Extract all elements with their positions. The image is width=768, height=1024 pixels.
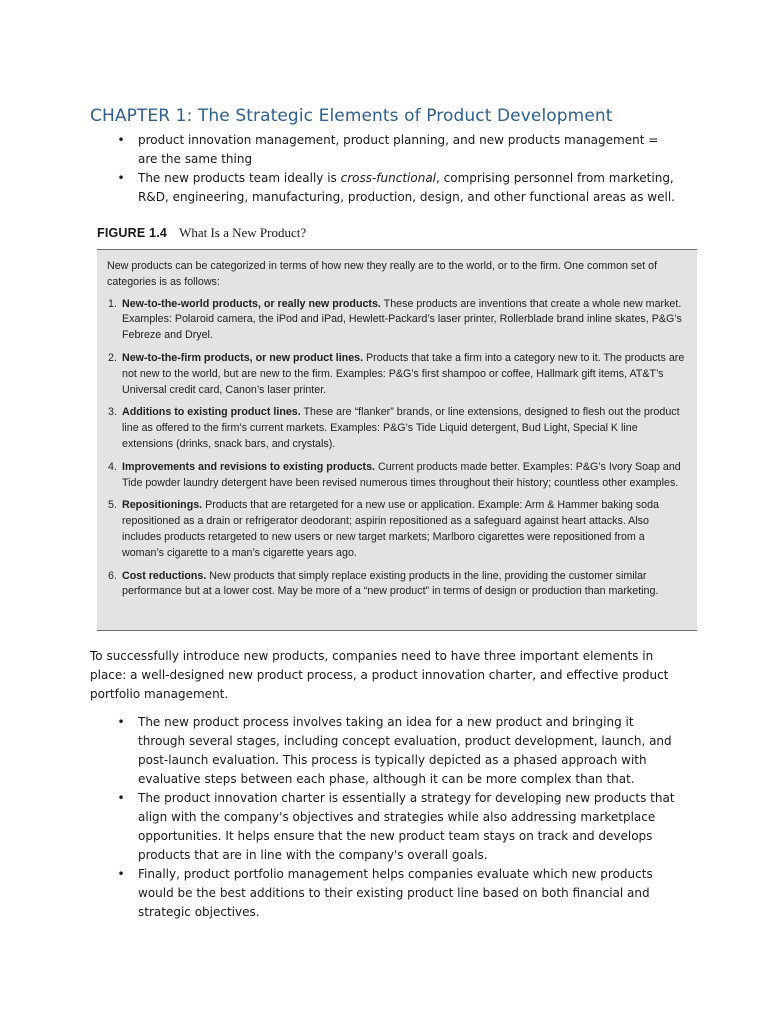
bullet-text-post: , comprising personnel from marketing, R&D, engineering, manufacturing, production, design, and other functional areas as well. <box>138 171 675 204</box>
figure-item-number: 1. <box>108 297 117 310</box>
bullet-text: product innovation management, product planning, and new products management = are the same thing <box>138 133 659 166</box>
figure-item-text: New products that simply replace existing products in the line, providing the customer similar performance but at a lower cost. May be more of a “new product” in terms of design or production than marketing. <box>122 569 659 598</box>
bullet-glyph: • <box>117 715 125 729</box>
bullet-item <box>115 713 675 789</box>
bullet-item <box>115 131 675 169</box>
figure-item-heading: New-to-the-firm products, or new product lines. <box>122 351 364 364</box>
chapter-title: CHAPTER 1: The Strategic Elements of Product Development <box>90 106 613 126</box>
body-paragraph: To successfully introduce new products, companies need to have three important elements in place: a well-designed new product process, a product innovation charter, and effective product portfolio management. <box>90 649 669 701</box>
figure-item-heading: Cost reductions. <box>122 569 207 582</box>
bullet-item <box>115 169 675 207</box>
figure-item-heading: Repositionings. <box>122 499 203 512</box>
bullet-glyph: • <box>117 133 125 147</box>
figure-item-heading: Additions to existing product lines. <box>122 406 301 419</box>
figure-item-number: 3. <box>108 406 117 419</box>
bullet-glyph: • <box>117 171 125 185</box>
top-bullet-list <box>115 131 675 207</box>
bullet-text-italic: cross-functional <box>340 171 437 185</box>
bullet-glyph: • <box>117 867 125 881</box>
figure-intro: New products can be categorized in terms of how new they really are to the world, or to the firm. One common set of categories is as follows: <box>107 260 658 288</box>
bullet-item <box>115 789 675 865</box>
bullet-text-pre: The new products team ideally is <box>138 171 341 185</box>
figure-item-number: 2. <box>108 351 117 364</box>
figure-item-number: 4. <box>108 460 117 473</box>
bullet-glyph: • <box>117 791 125 805</box>
figure-title: What Is a New Product? <box>179 225 307 240</box>
figure-item <box>107 460 687 492</box>
figure-item <box>107 297 687 344</box>
figure-box <box>97 249 697 631</box>
figure-item-heading: New-to-the-world products, or really new products. <box>122 297 381 310</box>
bullet-text: Finally, product portfolio management helps companies evaluate which new products would be the best additions to their existing product line based on both financial and strategic objectives. <box>138 867 653 919</box>
figure-item-heading: Improvements and revisions to existing products. <box>122 460 375 473</box>
figure-item-text: These are “flanker” brands, or line extensions, designed to flesh out the product line as offered to the firm’s current markets. Examples: P&G’s Tide Liquid detergent, Bud Light, Special K line extensions (drinks, snack bars, and crystals). <box>122 406 680 450</box>
figure-label: FIGURE 1.4 <box>97 226 168 240</box>
bullet-text: The new product process involves taking an idea for a new product and bringing it through several stages, including concept evaluation, product development, launch, and post-launch evaluation. This process is typically depicted as a phased approach with evaluative steps between each phase, although it can be more complex than that. <box>138 715 672 786</box>
bottom-bullet-list <box>115 713 675 922</box>
figure-item-text: Products that are retargeted for a new use or application. Example: Arm & Hammer baking soda repositioned as a drain or refrigerator deodorant; aspirin repositioned as a safeguard against heart attacks. Also includes products retargeted to new users or new target markets; Marlboro cigarettes were repositioned from a woman’s cigarette to a man’s cigarette years ago. <box>122 499 659 559</box>
bullet-item <box>115 865 675 922</box>
figure-item-number: 6. <box>108 569 117 582</box>
figure-item-text: Current products made better. Examples: P&G’s Ivory Soap and Tide powder laundry detergent have been revised numerous times throughout their history; countless other examples. <box>122 460 681 489</box>
figure-caption <box>97 224 677 242</box>
figure-item <box>107 498 687 561</box>
figure-item-number: 5. <box>108 499 117 512</box>
figure-item <box>107 351 687 398</box>
figure-item <box>107 405 687 452</box>
figure-item <box>107 569 687 601</box>
bullet-text: The product innovation charter is essentially a strategy for developing new products that align with the company's objectives and strategies while also addressing marketplace opportunities. It helps ensure that the new product team stays on track and develops products that are in line with the company's overall goals. <box>138 791 675 862</box>
figure-item-text: Products that take a firm into a category new to it. The products are not new to the world, but are new to the firm. Examples: P&G’s first shampoo or coffee, Hallmark gift items, AT&T’s Universal credit card, Canon’s laser printer. <box>122 351 685 396</box>
figure-item-text: These products are inventions that create a whole new market. Examples: Polaroid camera, the iPod and iPad, Hewlett-Packard’s laser printer, Rollerblade brand inline skates, P&G’s Febreze and Dryel. <box>122 297 682 342</box>
